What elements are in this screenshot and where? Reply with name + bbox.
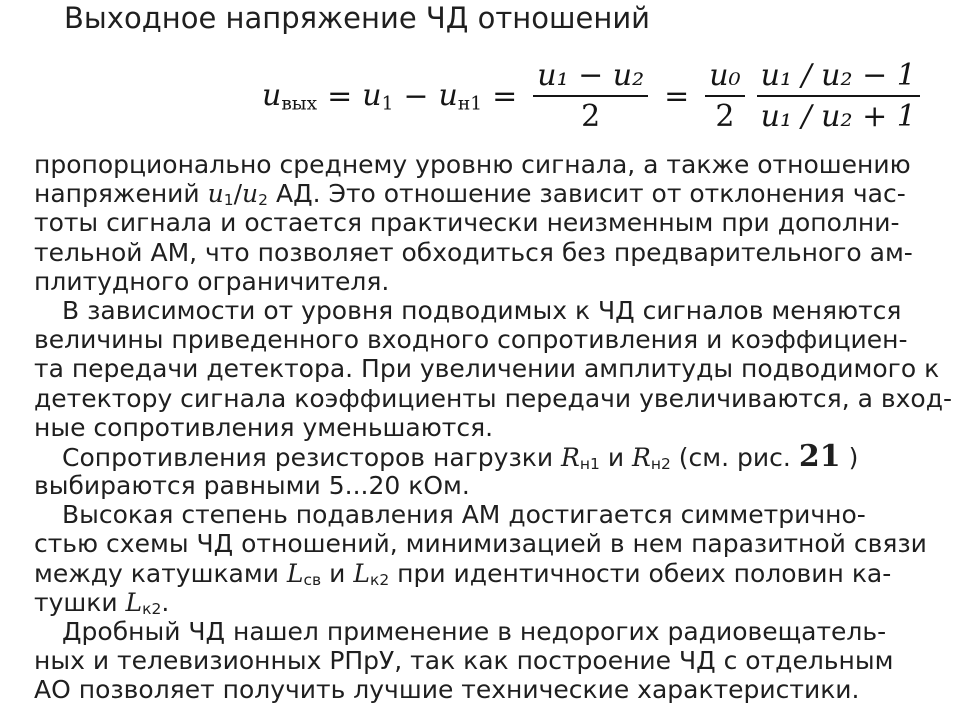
- text-line: напряжений $u_1/u_2$ АД. Это отношение зависит от отклонения час-: [34, 179, 906, 210]
- text-line: выбираются равными 5...20 кОм.: [34, 471, 470, 501]
- output-voltage-formula: $u_{вых}$ = $u_1$ − $u_{н1}$ = $\frac{\text{u₁ − u₂}}{2}$ = $\frac{\text{u₀}}{2}$ $\frac{\text{u₁ / u₂ − 1}}{\text{u₁ / u₂ + 1}}$: [262, 52, 926, 140]
- section-heading: Выходное напряжение ЧД отношений: [64, 1, 651, 35]
- fraction-ratio: $\frac{\text{u₁ / u₂ − 1}}{\text{u₁ / u₂ + 1}}$: [757, 58, 920, 134]
- text-line: между катушками $L_{св}$ и $L_{к2}$ при идентичности обеих половин ка-: [34, 558, 892, 589]
- paragraph-start: Сопротивления резисторов нагрузки $R_{н1}$ и $R_{н2}$ (см. рис. 21 ): [62, 438, 859, 474]
- paragraph-start: Высокая степень подавления АМ достигается симметрично-: [62, 500, 866, 530]
- formula-lhs: $u_{вых}$: [262, 77, 318, 115]
- text-line: величины приведенного входного сопротивления и коэффициен-: [34, 325, 908, 355]
- text-line: пропорционально среднему уровню сигнала, а также отношению: [34, 150, 911, 179]
- fraction-difference: $\frac{\text{u₁ − u₂}}{2}$: [533, 58, 648, 134]
- fraction-u0-half: $\frac{\text{u₀}}{2}$: [705, 58, 744, 134]
- text-line: плитудного ограничителя.: [34, 266, 390, 296]
- text-line: ные сопротивления уменьшаются.: [34, 412, 494, 442]
- body-text: [34, 150, 953, 705]
- text-line: та передачи детектора. При увеличении амплитуды подводимого к: [34, 354, 940, 384]
- text-line: стью схемы ЧД отношений, минимизацией в нем паразитной связи: [34, 529, 927, 559]
- formula-u1: $u_1$: [362, 77, 394, 115]
- text-line: тельной АМ, что позволяет обходиться без предварительного ам-: [34, 237, 913, 267]
- paragraph-start: В зависимости от уровня подводимых к ЧД сигналов меняются: [62, 295, 902, 325]
- paragraph-start: Дробный ЧД нашел применение в недорогих радиовещатель-: [62, 617, 887, 646]
- formula-un1: $u_{н1}$: [438, 77, 483, 115]
- text-line: тоты сигнала и остается практически неизменным при дополни-: [34, 208, 900, 238]
- text-line: АО позволяет получить лучшие технические характеристики.: [34, 675, 860, 705]
- text-line: ных и телевизионных РПрУ, так как построение ЧД с отдельным: [34, 646, 894, 676]
- figure-reference[interactable]: 21: [798, 438, 841, 474]
- text-line: детектору сигнала коэффициенты передачи увеличиваются, а вход-: [34, 383, 953, 413]
- text-line: тушки $L_{к2}$.: [34, 587, 170, 618]
